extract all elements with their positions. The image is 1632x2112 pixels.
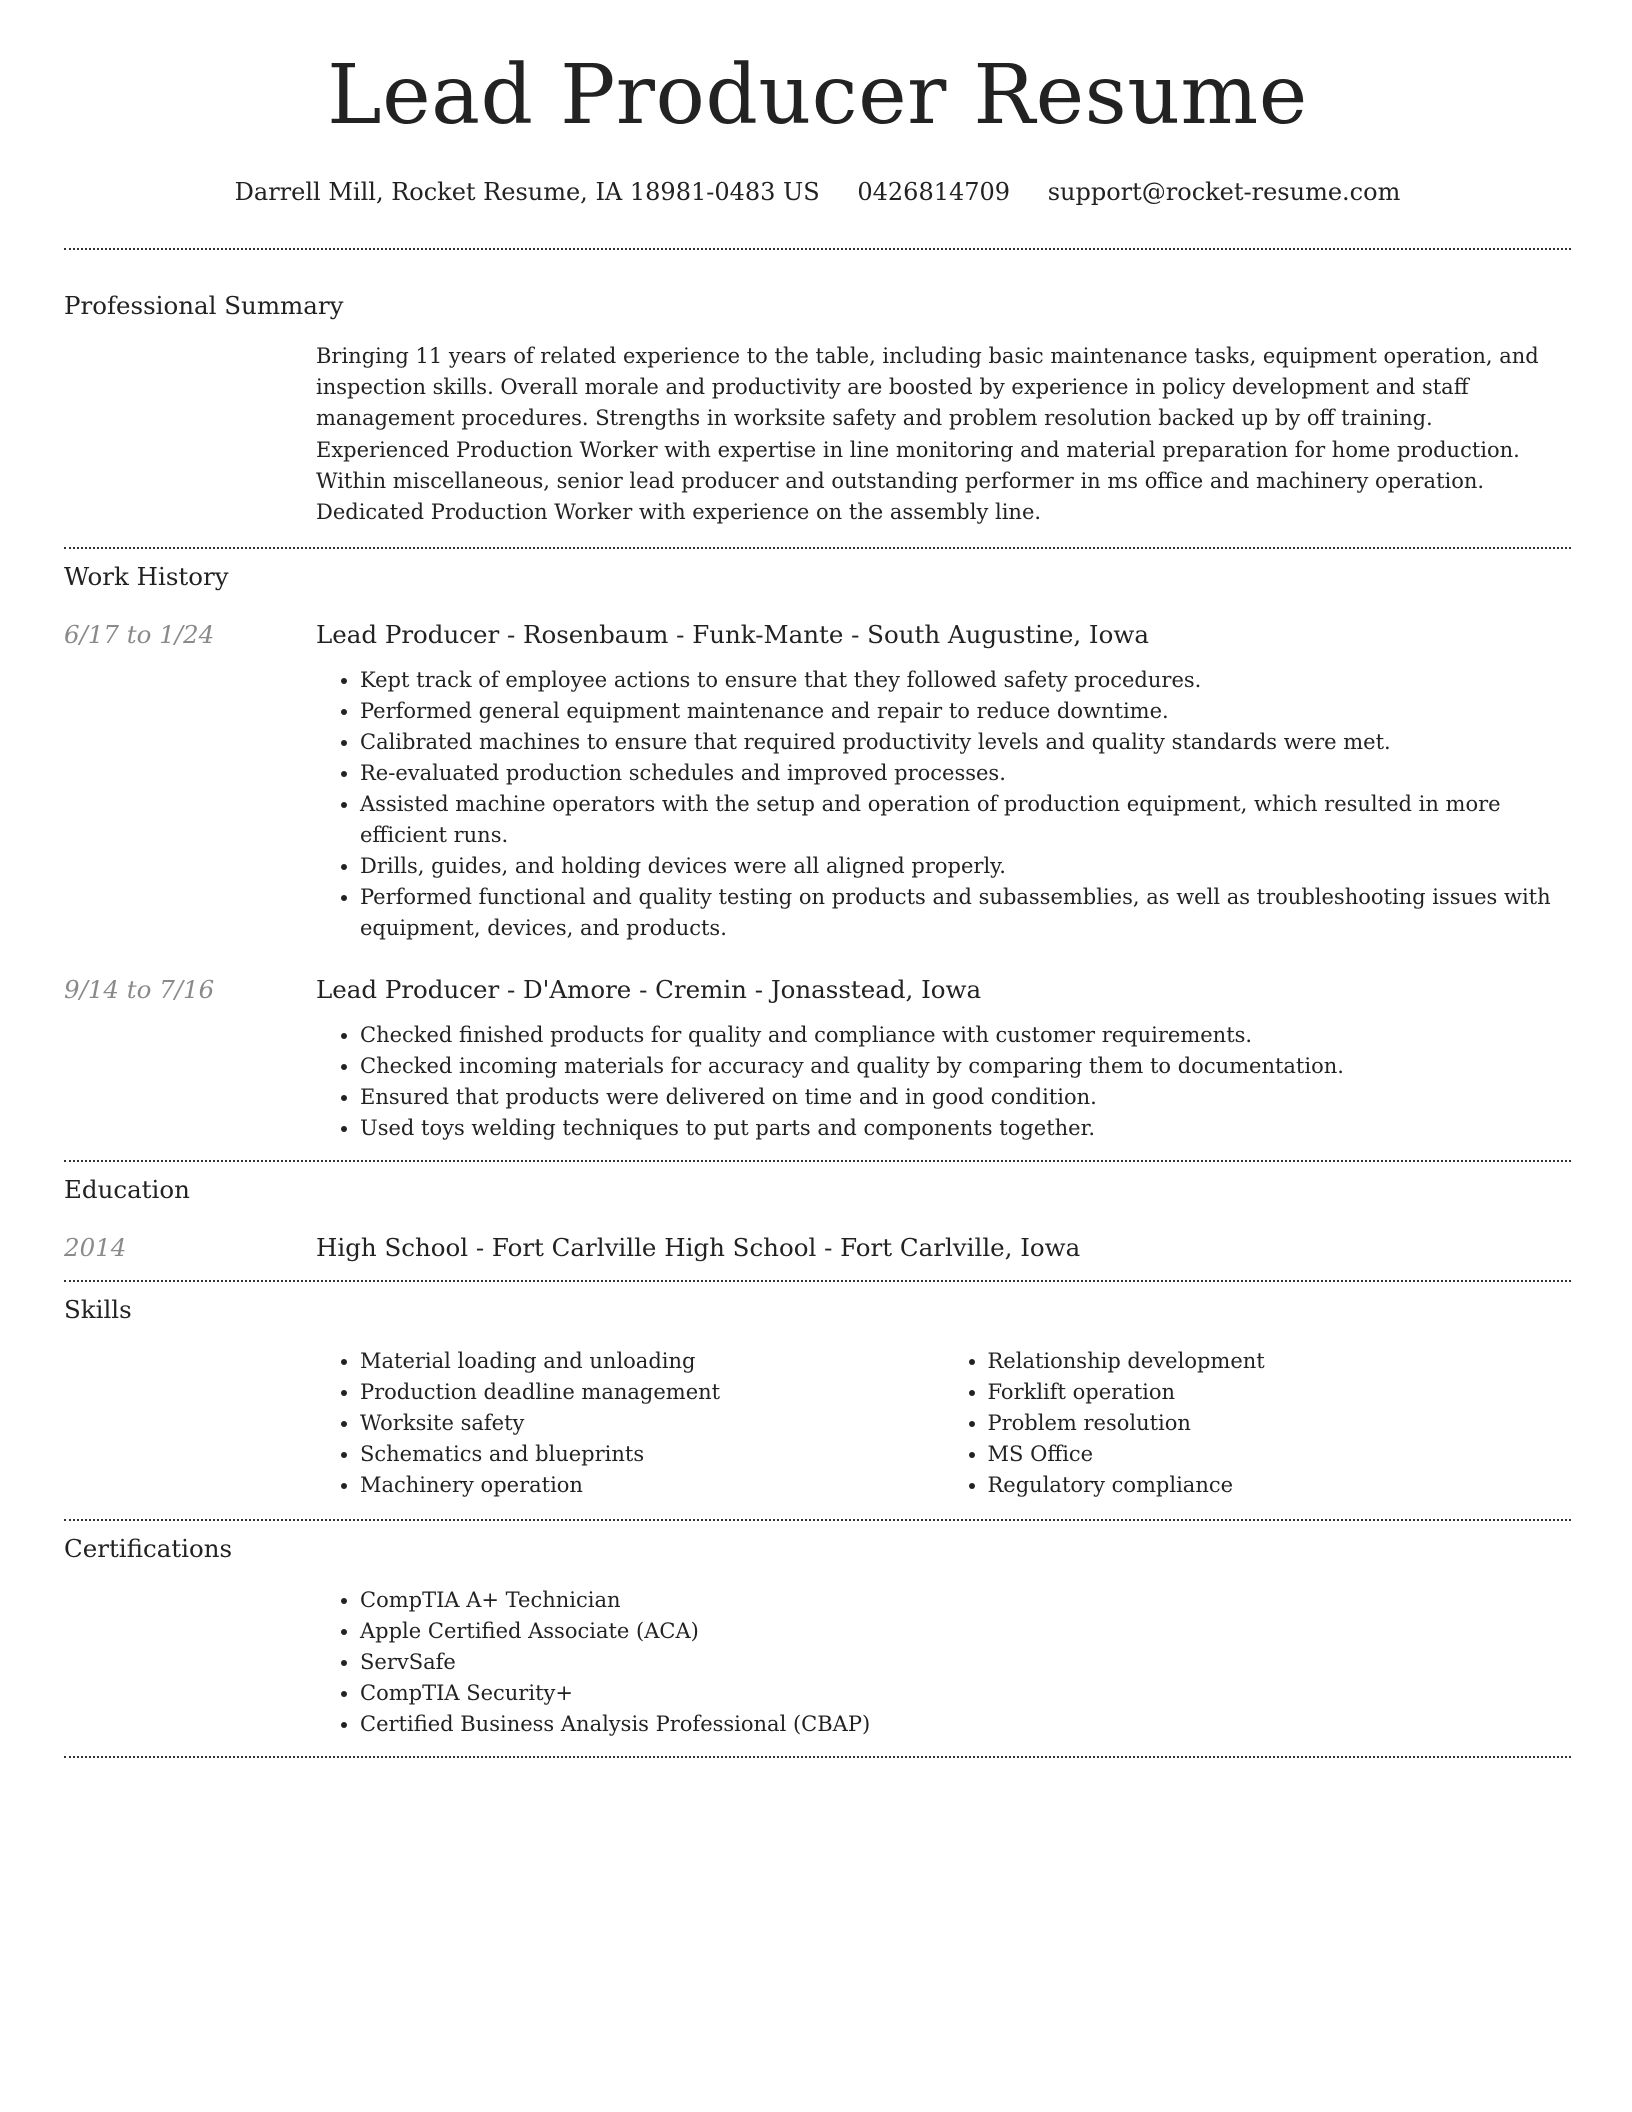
education-year: 2014 bbox=[64, 1233, 127, 1263]
contact-phone: 0426814709 bbox=[857, 178, 1011, 206]
skills-heading: Skills bbox=[64, 1295, 132, 1325]
skills-list-left bbox=[316, 1346, 944, 1501]
skill-item: • Machinery operation bbox=[360, 1470, 944, 1501]
job-title: Lead Producer - D'Amore - Cremin - Jonasstead, Iowa bbox=[316, 975, 982, 1005]
resume-page bbox=[64, 0, 1571, 1758]
section-divider bbox=[64, 1756, 1571, 1758]
section-divider bbox=[64, 1160, 1571, 1162]
section-divider bbox=[64, 1519, 1571, 1521]
certifications-list bbox=[316, 1585, 1571, 1740]
job-dates: 9/14 to 7/16 bbox=[64, 975, 215, 1005]
skills-columns bbox=[316, 1346, 1571, 1501]
skill-item: • Production deadline management bbox=[360, 1377, 944, 1408]
certification-item: • Apple Certified Associate (ACA) bbox=[360, 1616, 1571, 1647]
certification-item: • CompTIA Security+ bbox=[360, 1678, 1571, 1709]
job-bullet: • Re-evaluated production schedules and improved processes. bbox=[360, 758, 1571, 789]
job-bullet: • Performed general equipment maintenance and repair to reduce downtime. bbox=[360, 696, 1571, 727]
education-heading: Education bbox=[64, 1175, 190, 1205]
education-detail bbox=[316, 1230, 1571, 1266]
job-bullet: • Kept track of employee actions to ensure that they followed safety procedures. bbox=[360, 665, 1571, 696]
skills-list-right bbox=[944, 1346, 1572, 1501]
section-divider bbox=[64, 248, 1571, 250]
job-dates: 6/17 to 1/24 bbox=[64, 620, 215, 650]
resume-title: Lead Producer Resume bbox=[327, 48, 1308, 143]
job-entry bbox=[64, 617, 1571, 944]
job-bullet: • Performed functional and quality testing on products and subassemblies, as well as troubleshooting issues with equipment, devices, and products. bbox=[360, 882, 1571, 944]
job-bullet: • Calibrated machines to ensure that required productivity levels and quality standards were met. bbox=[360, 727, 1571, 758]
skill-item: • Schematics and blueprints bbox=[360, 1439, 944, 1470]
skill-item: • Material loading and unloading bbox=[360, 1346, 944, 1377]
certification-item: • Certified Business Analysis Professional (CBAP) bbox=[360, 1709, 1571, 1740]
section-divider bbox=[64, 547, 1571, 549]
job-bullet: • Checked finished products for quality and compliance with customer requirements. bbox=[360, 1020, 1571, 1051]
skill-item: • MS Office bbox=[988, 1439, 1572, 1470]
summary-text: Bringing 11 years of related experience to the table, including basic maintenance tasks, equipment operation, and inspection skills. Overall morale and productivity are boosted by experience in policy development and staff management procedures. Strengths in worksite safety and problem resolution backed up by off training. Experienced Production Worker with expertise in line monitoring and material preparation for home production. Within miscellaneous, senior lead producer and outstanding performer in ms office and machinery operation. Dedicated Production Worker with experience on the assembly line. bbox=[316, 344, 1539, 525]
job-bullet: • Drills, guides, and holding devices were all aligned properly. bbox=[360, 851, 1571, 882]
certification-item: • CompTIA A+ Technician bbox=[360, 1585, 1571, 1616]
job-entry bbox=[64, 972, 1571, 1144]
certifications-block bbox=[316, 1585, 1571, 1740]
work-history-heading: Work History bbox=[64, 562, 229, 592]
job-bullets bbox=[316, 665, 1571, 944]
education-degree: High School bbox=[316, 1233, 469, 1263]
job-bullet: • Used toys welding techniques to put parts and components together. bbox=[360, 1113, 1571, 1144]
certification-item: • ServSafe bbox=[360, 1647, 1571, 1678]
job-bullet: • Assisted machine operators with the setup and operation of production equipment, which resulted in more efficient runs. bbox=[360, 789, 1571, 851]
certifications-heading: Certifications bbox=[64, 1534, 233, 1564]
contact-email: support@rocket-resume.com bbox=[1047, 178, 1401, 206]
skill-item: • Worksite safety bbox=[360, 1408, 944, 1439]
job-title: Lead Producer - Rosenbaum - Funk-Mante - South Augustine, Iowa bbox=[316, 620, 1149, 650]
summary-heading: Professional Summary bbox=[64, 291, 344, 320]
education-entry bbox=[64, 1230, 1571, 1266]
section-divider bbox=[64, 1280, 1571, 1282]
skill-item: • Regulatory compliance bbox=[988, 1470, 1572, 1501]
skill-item: • Relationship development bbox=[988, 1346, 1572, 1377]
skill-item: • Problem resolution bbox=[988, 1408, 1572, 1439]
contact-address: Darrell Mill, Rocket Resume, IA 18981-0483 US bbox=[234, 178, 820, 206]
skill-item: • Forklift operation bbox=[988, 1377, 1572, 1408]
job-bullets bbox=[316, 1020, 1571, 1144]
education-school: - Fort Carlville High School - Fort Carlville, Iowa bbox=[468, 1233, 1081, 1263]
contact-line bbox=[64, 174, 1571, 210]
job-bullet: • Ensured that products were delivered on time and in good condition. bbox=[360, 1082, 1571, 1113]
job-bullet: • Checked incoming materials for accuracy and quality by comparing them to documentation. bbox=[360, 1051, 1571, 1082]
